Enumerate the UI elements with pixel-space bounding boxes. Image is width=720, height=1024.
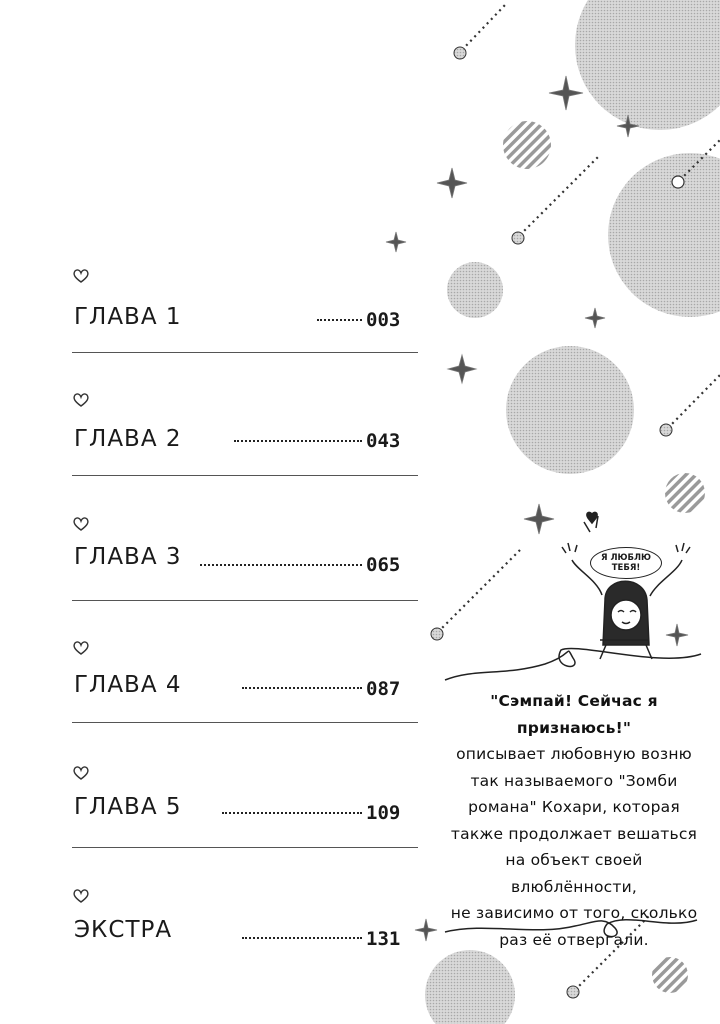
heart-icon [72,392,90,408]
striped-planet-2 [665,473,705,513]
chapter-title: ГЛАВА 2 [74,426,182,452]
planet-right-large [608,153,720,317]
comet-head [660,424,672,436]
sparkle-star [549,76,583,110]
planet-top-right [575,0,720,130]
chapter-title: ГЛАВА 4 [74,672,182,698]
blurb-line: так называемого "Зомби [470,771,678,790]
dot-leader [242,687,362,689]
blurb-line: описывает любовную возню [456,745,692,763]
divider-line [72,847,418,848]
blurb-line: романа" Кохари, которая [468,798,680,816]
chapter-title: ГЛАВА 5 [74,794,182,820]
waving-girl-illustration [562,512,690,659]
comet-head [454,47,466,59]
blurb-line: раз её отвергали. [499,930,649,949]
chapter-title: ГЛАВА 3 [74,544,182,570]
page-number: 131 [366,928,401,950]
dot-leader [317,319,362,321]
comet-head [567,986,579,998]
comet-head [512,232,524,244]
speech-bubble [590,547,662,579]
chapter-title: ГЛАВА 1 [74,304,182,330]
page-number: 043 [366,430,401,452]
planet-small-left [447,262,503,318]
heart-icon [72,765,90,781]
divider-line [72,352,418,353]
speech-bubble-text: Я ЛЮБЛЮ ТЕБЯ! [600,553,652,573]
divider-line [72,475,418,476]
dot-leader [222,812,362,814]
divider-line [72,600,418,601]
blurb-line: также продолжает вешаться [450,824,698,843]
striped-planet-3 [652,957,688,993]
page-number: 109 [366,802,401,824]
blurb-line: на объект своей влюблённости, [505,851,643,896]
heart-icon [72,516,90,532]
divider-line [72,722,418,723]
blurb-line: "Сэмпай! Сейчас я признаюсь!" [490,692,658,737]
sparkle-star [585,308,605,328]
page-number: 003 [366,309,401,331]
dot-leader [242,937,362,939]
dot-leader [200,564,362,566]
planet-middle [506,346,634,474]
sparkle-star [666,624,688,646]
synopsis-blurb [440,688,708,953]
sparkle-star [524,504,554,534]
heart-icon [72,888,90,904]
heart-icon [72,640,90,656]
sparkle-star [437,168,467,198]
page-number: 065 [366,554,401,576]
page-number: 087 [366,678,401,700]
comet-head [672,176,684,188]
blurb-frame-top [445,648,701,680]
dot-leader [234,440,362,442]
chapter-title: ЭКСТРА [74,917,173,943]
blurb-line: не зависимо от того, сколько [450,904,698,922]
heart-icon [72,268,90,284]
striped-planet-1 [503,121,551,169]
sparkle-star [448,355,476,383]
